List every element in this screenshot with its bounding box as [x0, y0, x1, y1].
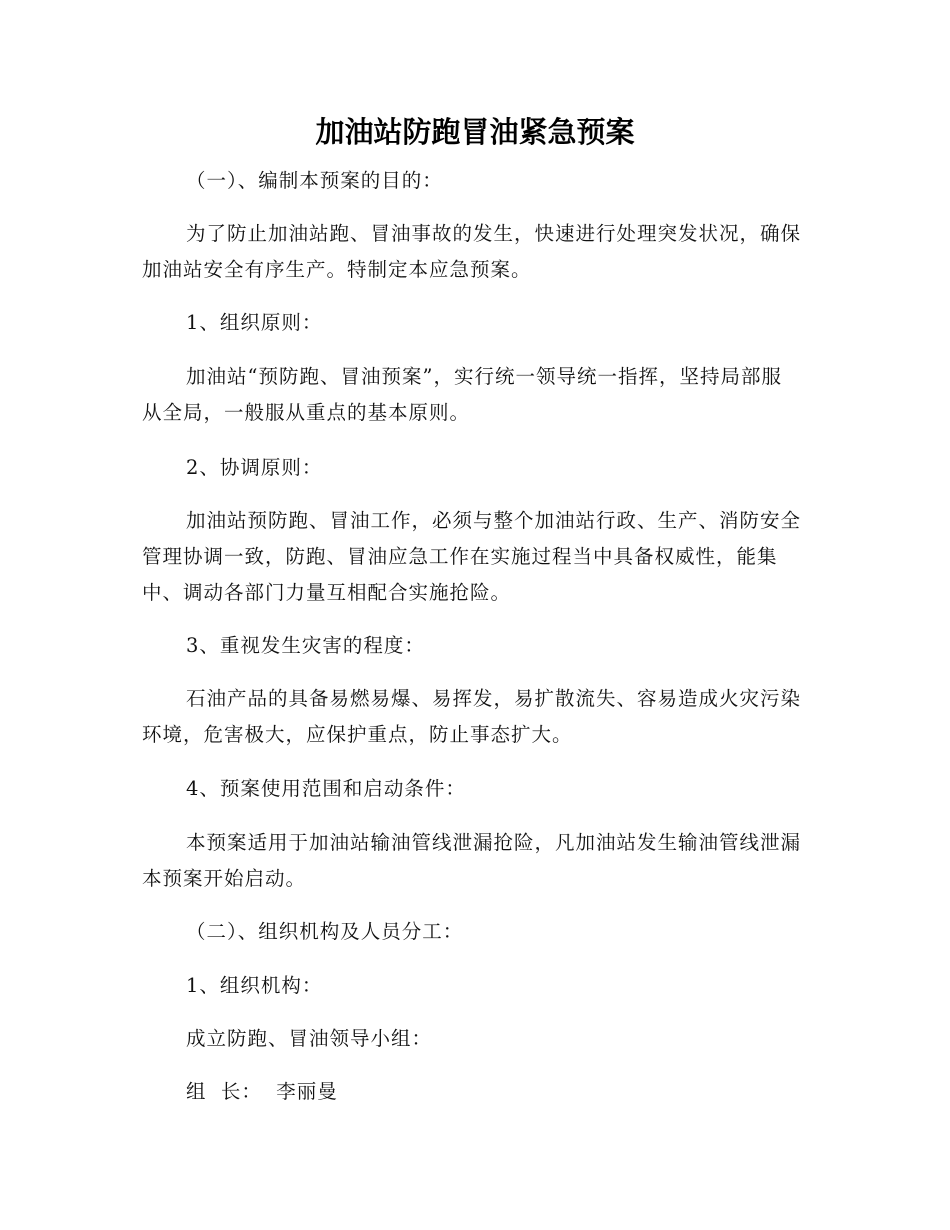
- heading-scope-conditions: 4、预案使用范围和启动条件：: [186, 777, 466, 800]
- section-heading-organization: （二）、组织机构及人员分工：: [186, 920, 464, 943]
- document-title: 加油站防跑冒油紧急预案: [315, 115, 635, 149]
- paragraph-disaster-degree: 石油产品的具备易燃易爆、易挥发，易扩散流失、容易造成火灾污染环境，危害极大，应保护重点，防止事态扩大。: [142, 687, 802, 746]
- paragraph-organization-principle: 加油站“预防跑、冒油预案”，实行统一领导统一指挥，坚持局部服从全局，一般服从重点的基本原则。: [142, 365, 782, 424]
- section-heading-purpose: （一）、编制本预案的目的：: [186, 169, 443, 192]
- paragraph-group-leader: 组 长： 李丽曼: [186, 1080, 338, 1103]
- heading-disaster-degree: 3、重视发生灾害的程度：: [186, 634, 425, 657]
- paragraph-purpose: 为了防止加油站跑、冒油事故的发生，快速进行处理突发状况，确保加油站安全有序生产。特制定本应急预案。: [142, 222, 802, 281]
- heading-organization-structure: 1、组织机构：: [186, 974, 323, 997]
- paragraph-scope-conditions: 本预案适用于加油站输油管线泄漏抢险，凡加油站发生输油管线泄漏本预案开始启动。: [142, 831, 802, 890]
- heading-coordination-principle: 2、协调原则：: [186, 456, 323, 479]
- paragraph-leadership-group: 成立防跑、冒油领导小组：: [186, 1027, 433, 1050]
- heading-organization-principle: 1、组织原则：: [186, 311, 323, 334]
- paragraph-coordination-principle: 加油站预防跑、冒油工作，必须与整个加油站行政、生产、消防安全管理协调一致，防跑、冒油应急工作在实施过程当中具备权威性，能集中、调动各部门力量互相配合实施抢险。: [142, 509, 802, 604]
